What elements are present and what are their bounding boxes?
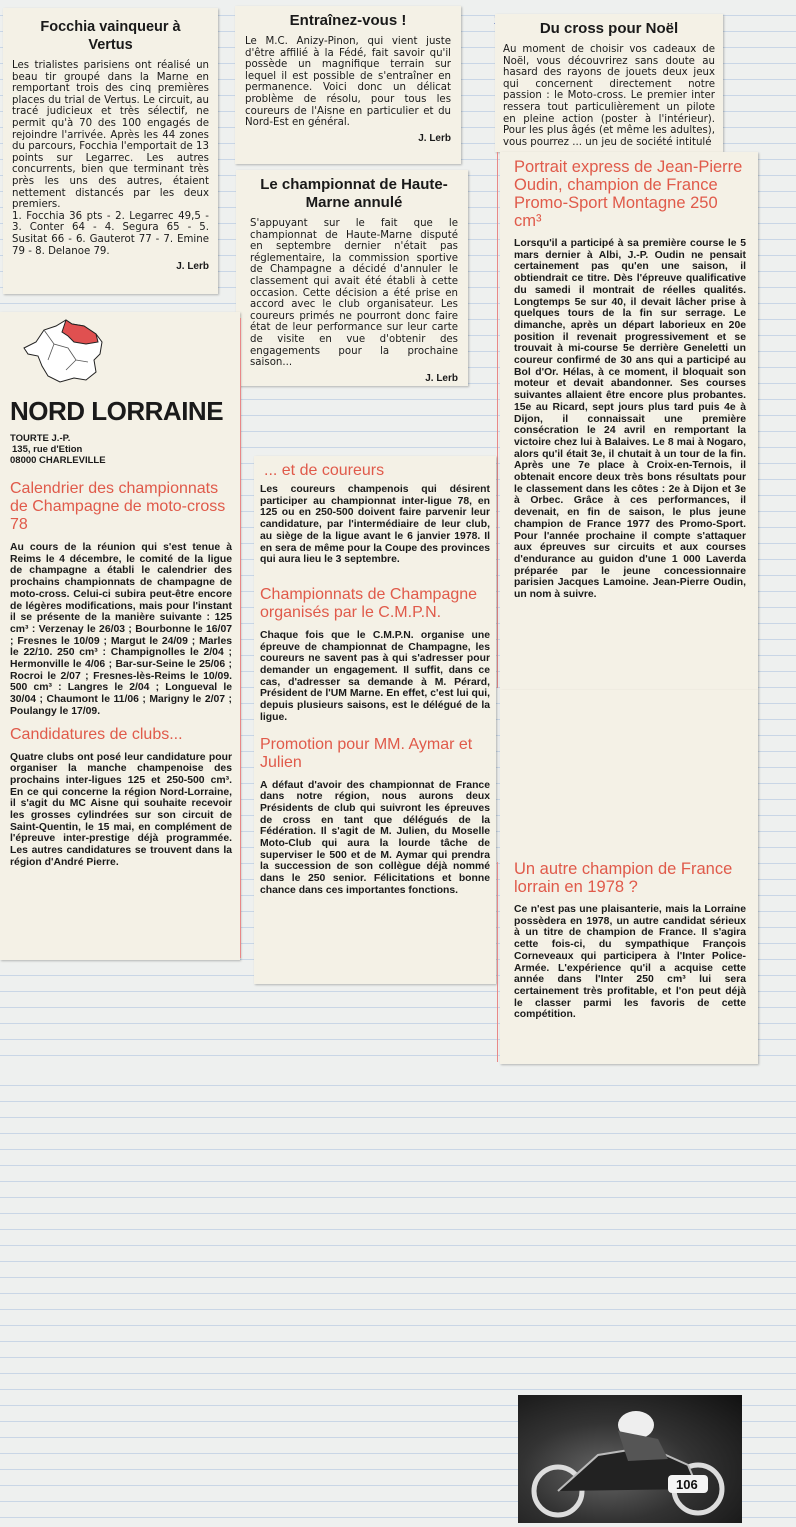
clipping-portrait-oudin (500, 152, 758, 690)
section-title: ... et de coureurs (264, 462, 385, 479)
clipping-nord-lorraine (0, 312, 240, 960)
contact-block (10, 433, 232, 466)
headline: Du cross pour Noël (539, 20, 679, 37)
section-title: Candidatures de clubs... (10, 725, 183, 743)
section-body: Au cours de la réunion qui s'est tenue à Reims le 4 décembre, le comité de la ligue de champagne a établi le calendrier des prochains championnats de champagne de moto-cross. Celui-ci subira peut-être encore de légères modifications, mais pour l'instant il se présente de la manière suivante : 125 cm³ : Verzenay le 26/03 ; Bourbonne le 16/07 ; Fresnes le 10/09 ; Margut le 24/09 ; Marles le 22/10. 250 cm³ : Champignolles le 2/04 ; Hermonville le 4/06 ; Bar-sur-Seine le 25/06 ; Rocroi le 2/07 ; Fresnes-lès-Reims le 10/09. 500 cm³ : Langres le 2/04 ; Longueval le 30/04 ; Chaumont le 11/06 ; Marigny le 2/07 ; Poulangy le 17/09. (10, 542, 232, 717)
article-body: S'appuyant sur le fait que le championnat de Haute-Marne disputé en septembre dernier n'était pas réglementaire, la commission sportive de Champagne a décidé d'annuler le classement qui avait été établi à cette occasion. Cette décision a été prise en accord avec le club organisateur. Les coureurs primés ne pourront donc faire état de leur performance sur leur carte de visite en vue d'obtenir des engagements pour la prochaine saison... (250, 218, 458, 369)
clipping-haute-marne (236, 170, 468, 386)
article-body: Au moment de choisir vos cadeaux de Noël, vous découvrirez sans doute au hasard des rayons de jouets deux jeux qui concernent directement notre passion : le Moto-cross. Le premier inter ressera tout particulièrement un pilote en pleine action (poster à l'intérieur). Pour les plus âgés (et même les adultes), vous pourrez ... un jeu de société intitulé (503, 44, 715, 148)
clipping-coureurs-cmpn (254, 456, 496, 984)
contact-city: 08000 CHARLEVILLE (10, 455, 106, 466)
racer-icon (518, 1395, 742, 1523)
section-body: Les coureurs champenois qui désirent participer au championnat inter-ligue 78, en 125 ou en 250-500 doivent faire parvenir leur candidature, par l'intermédiaire de leur club, au siège de la ligue avant le 6 janvier 1978. Il en sera de même pour la Coupe des provinces qui aura lieu le 3 septembre. (260, 484, 490, 566)
section-title: Promotion pour MM. Aymar et Julien (260, 735, 473, 771)
section-body: Chaque fois que le C.M.P.N. organise une épreuve de championnat de Champagne, les coureurs ne savent pas à qui s'adresser pour demander un engagement. Il suffit, dans ce cas, d'adresser sa demande à M. Pérard, Président de l'UM Marne. En effet, c'est lui qui, depuis plusieurs saisons, est le délégué de la ligue. (260, 629, 490, 723)
motorcycle-photo (518, 1395, 742, 1523)
section-title: Calendrier des championnats de Champagne de moto-cross 78 (10, 480, 226, 533)
headline: Focchia vainqueur à Vertus (40, 19, 181, 53)
red-rule (497, 152, 498, 688)
clipping-cross-noel (495, 14, 723, 152)
article-body: Les trialistes parisiens ont réalisé un beau tir groupé dans la Marne en remportant trois des cinq premières places du trial de Vertus. Le circuit, au tracé judicieux et très sélectif, ne permit qu'à 70 des 100 engagés de rejoindre l'arrivée. Après les 44 zones du parcours, Focchia l'emportait de 13 points sur Legarrec. Les autres concurrents, bien que terminant très près les uns des autres, étaient nettement distancés par les deux premiers. (12, 60, 209, 211)
headline: Un autre champion de France lorrain en 1978 ? (514, 860, 733, 896)
contact-street: 135, rue d'Etion (12, 444, 83, 455)
signature: J. Lerb (418, 132, 451, 144)
results-list: 1. Focchia 36 pts - 2. Legarrec 49,5 - 3. Conter 64 - 4. Segura 65 - 5. Susitat 66 - 6. Gauterot 77 - 7. Emine 79 - 8. Delanoe 79. (12, 210, 209, 257)
article-body: Le M.C. Anizy-Pinon, qui vient juste d'être affilié à la Fédé, fait savoir qu'il possède un magnifique terrain sur lequel il est possible de s'entraîner en permanence. Voici donc un délicat problème de résolu, pour tous les coureurs de l'Aisne en particulier et du Nord-Est en général. (245, 36, 451, 129)
section-title: Championnats de Champagne organisés par le C.M.P.N. (260, 585, 478, 621)
signature: J. Lerb (425, 372, 458, 384)
red-rule (497, 862, 498, 1062)
clipping-entrainez-vous (235, 6, 461, 164)
headline: Entraînez-vous ! (289, 12, 407, 29)
headline: Portrait express de Jean-Pierre Oudin, champion de France Promo-Sport Montagne 250 cm³ (514, 158, 743, 230)
article-body: Ce n'est pas une plaisanterie, mais la Lorraine possèdera en 1978, un autre candidat sérieux à un titre de champion de France. Il s'agira cette fois-ci, du sympathique François Corneveaux qui participera à l'Inter Police-Armée. L'expérience qu'il a acquise cette année dans l'Inter 250 cm³ lui sera certainement très profitable, et l'on peut déjà le classer parmi les favoris de cette compétition. (514, 904, 746, 1021)
section-body: A défaut d'avoir des championnat de France dans notre région, nous aurons deux Présidents de club qui suivront les épreuves de cross en tant que délégués de la Fédération. Il s'agit de M. Julien, du Moselle Moto-Club qui aura la lourde tâche de superviser le 500 et de M. Aymar qui prendra la succession de son collègue déjà nommé dans le 250 senior. Félicitations et bonne chance dans ces importantes fonctions. (260, 779, 490, 896)
bike-number: 106 (676, 1477, 698, 1492)
article-body: Lorsqu'il a participé à sa première course le 5 mars dernier à Albi, J.-P. Oudin ne pensait certainement pas qu'en une saison, il obtiendrait ce titre. Dès l'épreuve qualificative du samedi il montrait de réelles qualités. Longtemps 5e sur 40, il devait lâcher prise à quelques tours de la fin sur serrage. Le dimanche, après un départ laborieux en 20e position il revenait progressivement et se trouvait à mi-course 5e derrière Geneletti un coureur confirmé de 30 ans qui a participé au Bol d'Or. Hélas, à ce moment, il bloquait son moteur et devait abandonner. Ses courses suivantes allaient être encore plus probantes. 15e au Ricard, sept jours plus tard puis 4e à Dijon, il connaissait une première consécration le 24 avril en remportant la victoire chez lui à Balaives. Le 8 mai à Nogaro, alors qu'il était 3e, il chutait à un tour de la fin. Après une 7e place à Croix-en-Ternois, il obtenait encore deux très bons résultats pour le classement dans les côtes : 2e à Dijon et 3e à Orbec. Grâce à ces performances, il devenait, en fin de saison, le plus jeune champion de France 1977 des Promo-Sport. Pour l'année prochaine il compte s'attaquer aux épreuves sur circuits et aux courses d'endurance au guidon d'une 1 000 Laverda préparée par le jeune concessionnaire parisien Jacques Lamoine. Jean-Pierre Oudin, un nom à suivre. (514, 238, 746, 601)
france-map-icon (14, 316, 114, 384)
clipping-autre-champion (500, 690, 758, 1492)
contact-name: TOURTE J.-P. (10, 433, 71, 444)
signature: J. Lerb (176, 261, 209, 273)
headline: Le championnat de Haute-Marne annulé (260, 176, 448, 211)
section-body: Quatre clubs ont posé leur candidature pour organiser la manche champenoise des prochains inter-ligues 125 et 250-500 cm³. En ce qui concerne la région Nord-Lorraine, il s'agit du MC Aisne qui souhaite recevoir les grosses cylindrées sur son circuit de Saint-Quentin, le 15 mai, en complément de l'épreuve inter-prestige déjà programmée. Les autres candidatures se trouvent dans la région d'André Pierre. (10, 751, 232, 868)
red-rule (240, 318, 241, 958)
region-title: NORD LORRAINE (10, 396, 224, 426)
clipping-focchia (3, 8, 218, 294)
